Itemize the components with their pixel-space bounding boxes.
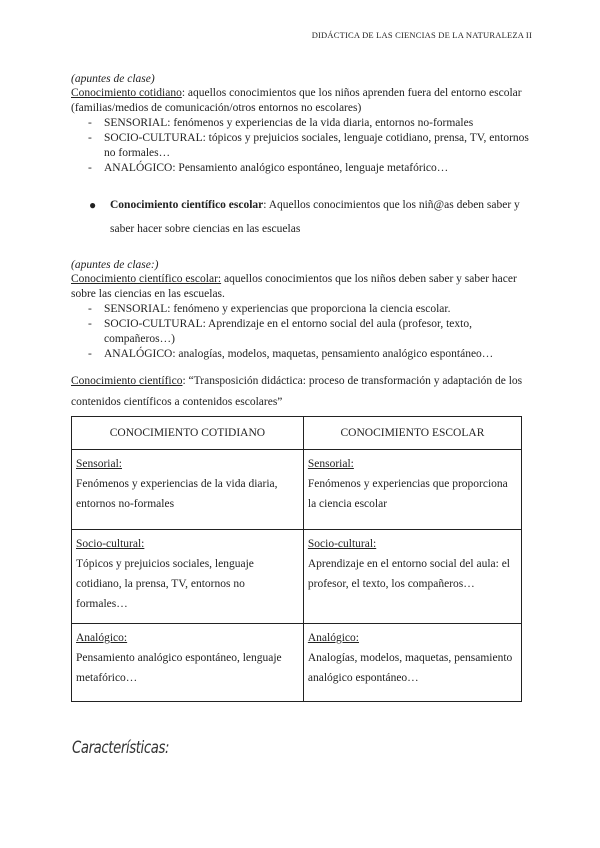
table-cell — [303, 530, 521, 624]
school-science-text: aquellos conocimientos que los niños deben saber y saber hacer sobre las ciencias en las escuelas. — [71, 273, 517, 300]
cell-text: Analogías, modelos, maquetas, pensamiento analógico espontáneo… — [307, 652, 513, 684]
table-row — [72, 530, 522, 624]
list-item: - SENSORIAL: fenómenos y experiencias de la vida diaria, entornos no-formales — [71, 116, 531, 131]
column-header: CONOCIMIENTO COTIDIANO — [72, 417, 304, 450]
everyday-knowledge-text: : aquellos conocimientos que los niños aprenden fuera del entorno escolar (familias/medios de comunicación/otros entornos no escolares) — [71, 87, 522, 114]
characteristics-heading: Características: — [72, 738, 170, 758]
scientific-knowledge-term: Conocimiento científico — [71, 375, 183, 387]
school-knowledge-term: Conocimiento científico escolar — [110, 199, 264, 211]
everyday-knowledge-definition — [71, 86, 531, 116]
cell-label: Socio-cultural: — [76, 538, 145, 550]
class-notes-label-2: (apuntes de clase:) — [71, 259, 159, 271]
cell-label: Analógico: — [76, 632, 128, 644]
cell-text: Fenómenos y experiencias que proporciona la ciencia escolar — [307, 478, 508, 510]
cell-label: Sensorial: — [307, 458, 354, 470]
scientific-knowledge-definition — [71, 371, 531, 413]
cell-text: Tópicos y prejuicios sociales, lenguaje cotidiano, la prensa, TV, entornos no formales… — [76, 558, 254, 610]
scientific-knowledge-text: : “Transposición didáctica: proceso de transformación y adaptación de los contenidos científicos a contenidos escolares” — [71, 375, 523, 408]
class-notes-label: (apuntes de clase) — [71, 73, 155, 85]
everyday-knowledge-term: Conocimiento cotidiano — [71, 87, 182, 99]
table-cell — [303, 450, 521, 530]
list-item: - SENSORIAL: fenómeno y experiencias que proporciona la ciencia escolar. — [71, 302, 531, 317]
cell-label: Sensorial: — [76, 458, 122, 470]
table-cell — [72, 624, 304, 702]
column-header: CONOCIMIENTO ESCOLAR — [303, 417, 521, 450]
cell-text: Aprendizaje en el entorno social del aula: el profesor, el texto, los compañeros… — [307, 558, 510, 590]
comparison-table — [71, 416, 522, 702]
bullet-icon: ● — [89, 198, 97, 212]
table-header-row — [72, 417, 522, 450]
table-row — [72, 450, 522, 530]
school-knowledge-text: : Aquellos conocimientos que los niñ@as deben saber y saber hacer sobre ciencias en las escuelas — [110, 199, 520, 235]
school-science-list — [71, 302, 531, 362]
list-item: - ANALÓGICO: Pensamiento analógico espontáneo, lenguaje metafórico… — [71, 161, 531, 176]
list-item: - SOCIO-CULTURAL: Aprendizaje en el entorno social del aula (profesor, texto, compañeros…) — [71, 317, 531, 347]
school-science-term: Conocimiento científico escolar: — [71, 273, 222, 285]
cell-label: Analógico: — [307, 632, 359, 644]
page-header: DIDÁCTICA DE LAS CIENCIAS DE LA NATURALEZA II — [311, 30, 532, 40]
table-cell — [303, 624, 521, 702]
cell-text: Pensamiento analógico espontáneo, lenguaje metafórico… — [76, 652, 282, 684]
cell-label: Socio-cultural: — [307, 538, 377, 550]
document-body — [71, 72, 531, 702]
list-item: - ANALÓGICO: analogías, modelos, maquetas, pensamiento analógico espontáneo… — [71, 347, 531, 362]
list-item: - SOCIO-CULTURAL: tópicos y prejuicios sociales, lenguaje cotidiano, prensa, TV, entornos no formales… — [71, 131, 531, 161]
table-cell — [72, 530, 304, 624]
cell-text: Fenómenos y experiencias de la vida diaria, entornos no-formales — [76, 478, 278, 510]
school-science-definition — [71, 272, 531, 302]
school-knowledge-bullet — [71, 193, 531, 241]
table-cell — [72, 450, 304, 530]
everyday-knowledge-list — [71, 116, 531, 176]
table-row — [72, 624, 522, 702]
